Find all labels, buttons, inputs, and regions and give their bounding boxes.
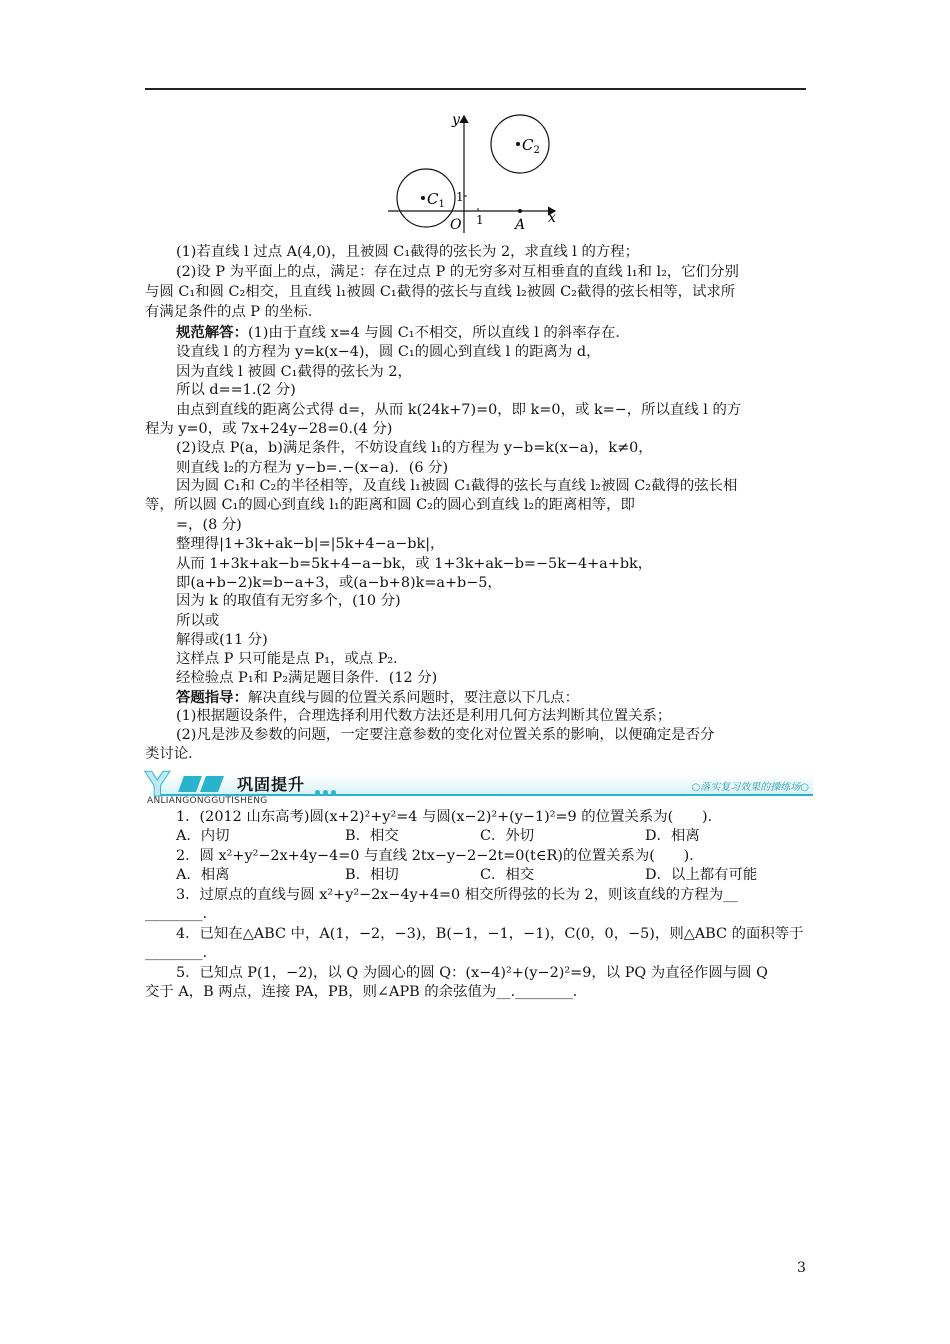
page-number: 3 [797,1260,806,1276]
banner-bars [181,776,225,796]
banner-letter: Y [145,765,170,805]
section-banner [145,765,813,808]
y-axis-label: y [452,112,460,128]
question-5: 5．已知点 P(1，−2)，以 Q 为圆心的圆 Q：(x−4)²+(y−2)²=9，以 PQ 为直径作圆与圆 Q [176,965,768,981]
solution-line: 因为直线 l 被圆 C₁截得的弦长为 2， [176,364,412,380]
guide-label: 答题指导： [176,689,248,706]
q1-option-b: B．相交 [345,828,399,844]
solution-line: 由点到直线的距离公式得 d=，从而 k(24k+7)=0，即 k=0，或 k=−，所以直线 l 的方 [176,402,742,418]
banner-subtitle: ANLIANGONGGUTISHENG [147,796,268,806]
guide-first: 解决直线与圆的位置关系问题时，要注意以下几点： [247,690,579,706]
problem-line: 有满足条件的点 P 的坐标． [145,304,323,320]
banner-dots-icon [315,780,339,799]
solution-line: 程为 y=0，或 7x+24y−28=0.(4 分) [145,421,393,437]
q2-option-a: A．相离 [176,867,230,883]
header-rule [145,88,806,90]
guide-heading-line [176,688,579,708]
solution-line: 经检验点 P₁和 P₂满足题目条件．(12 分) [176,670,438,686]
solution-line: 从而 1+3k+ak−b=5k+4−a−bk，或 1+3k+ak−b=−5k−4+a+bk， [176,556,653,572]
solution-line: 所以 d==1.(2 分) [176,382,296,398]
solution-line: 因为 k 的取值有无穷多个，(10 分) [176,593,401,609]
banner-title: 巩固提升 [237,775,306,794]
coordinate-figure [360,108,570,238]
solution-line: 等，所以圆 C₁的圆心到直线 l₁的距离和圆 C₂的圆心到直线 l₂的距离相等，即 [145,497,635,513]
circle1-label: $C_1$ [427,190,445,210]
question-5-cont: 交于 A，B 两点，连接 PA，PB，则∠APB 的余弦值为__.________． [145,984,588,1000]
solution-line: 解得或(11 分) [176,632,268,648]
solution-line: 所以或 [176,613,220,629]
question-3-blank: ________． [145,906,217,922]
guide-line: 类讨论． [145,746,203,762]
problem-line: 与圆 C₁和圆 C₂相交，且直线 l₁被圆 C₁截得的弦长与直线 l₂被圆 C₂截得的弦长相等，试求所 [145,284,736,300]
q1-option-d: D．相离 [645,828,700,844]
solution-heading-line [176,323,630,343]
solution-line: 整理得|1+3k+ak−b|=|5k+4−a−bk|， [176,536,445,552]
question-3: 3．过原点的直线与圆 x²+y²−2x−4y+4=0 相交所得弦的长为 2，则该直线的方程为__ [176,887,738,903]
solution-line: 设直线 l 的方程为 y=k(x−4)，圆 C₁的圆心到直线 l 的距离为 d， [176,344,601,360]
q2-option-c: C．相交 [480,867,535,883]
guide-line: (1)根据题设条件，合理选择利用代数方法还是利用几何方法判断其位置关系； [176,708,672,724]
solution-line: 因为圆 C₁和 C₂的半径相等，及直线 l₁被圆 C₁截得的弦长与直线 l₂被圆 C₂截得的弦长相 [176,478,738,494]
problem-line: (1)若直线 l 过点 A(4,0)，且被圆 C₁截得的弦长为 2，求直线 l 的方程； [176,244,640,260]
solution-line: 这样点 P 只可能是点 P₁，或点 P₂． [176,651,408,667]
banner-tagline: ○落实复习效果的操练场○ [691,782,809,793]
q2-option-d: D．以上都有可能 [645,867,758,883]
problem-line: (2)设 P 为平面上的点，满足：存在过点 P 的无穷多对互相垂直的直线 l₁和 l₂，它们分别 [176,264,739,280]
circle2-label: $C_2$ [522,136,540,156]
tick-x-label: 1 [476,213,484,227]
solution-first: (1)由于直线 x=4 与圆 C₁不相交，所以直线 l 的斜率存在． [247,325,630,341]
q2-option-b: B．相切 [345,867,399,883]
center-c1-dot [421,196,425,200]
point-a-dot [518,209,522,213]
point-a-label: A [515,217,526,233]
circle-c1 [397,169,455,227]
guide-line: (2)凡是涉及参数的问题，一定要注意参数的变化对位置关系的影响，以便确定是否分 [176,727,715,743]
question-1: 1．(2012 山东高考)圆(x+2)²+y²=4 与圆(x−2)²+(y−1)²=9 的位置关系为( )． [176,809,723,825]
origin-label: O [450,217,462,233]
center-c2-dot [516,142,520,146]
solution-line: =，(8 分) [176,517,242,533]
solution-line: 即(a+b−2)k=b−a+3，或(a−b+8)k=a+b−5， [176,575,502,591]
x-axis-label: x [548,210,556,226]
solution-line: (2)设点 P(a，b)满足条件，不妨设直线 l₁的方程为 y−b=k(x−a)，k≠0， [176,440,653,456]
solution-label: 规范解答： [176,324,248,341]
solution-line: 则直线 l₂的方程为 y−b=.−(x−a)．(6 分) [176,460,449,476]
question-2: 2．圆 x²+y²−2x+4y−4=0 与直线 2tx−y−2−2t=0(t∈R)的位置关系为( )． [176,848,704,864]
q1-option-a: A．内切 [176,828,230,844]
tick-y-label: 1 [456,190,464,204]
question-4-blank: ________． [145,945,217,961]
question-4: 4．已知在△ABC 中，A(1，−2，−3)，B(−1，−1，−1)，C(0，0，−5)，则△ABC 的面积等于 [176,926,804,942]
q1-option-c: C．外切 [480,828,535,844]
